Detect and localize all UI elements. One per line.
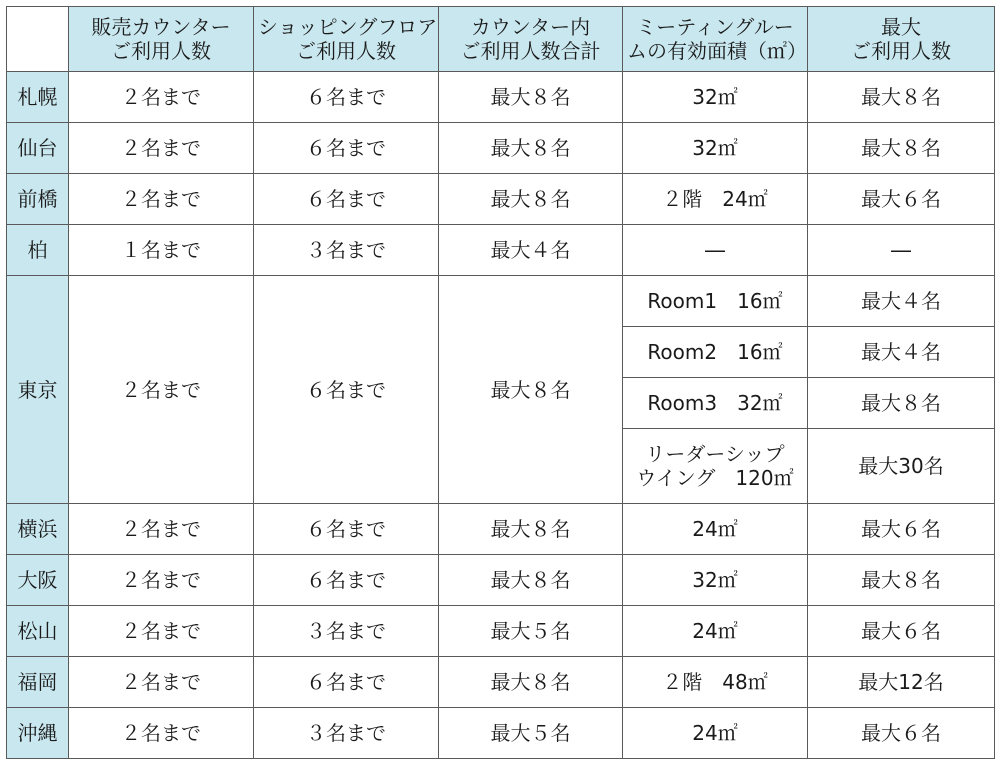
max-capacity: 最大８名 [808, 378, 995, 429]
counter-capacity: ２名まで [69, 708, 254, 759]
corner-cell [7, 7, 69, 72]
header-room-area: ミーティングルー ムの有効面積（㎡） [623, 7, 808, 72]
counter-capacity: ２名まで [69, 657, 254, 708]
max-capacity: 最大８名 [808, 123, 995, 174]
table-row [7, 72, 995, 123]
floor-capacity: ６名まで [254, 276, 439, 504]
max-capacity: 最大６名 [808, 606, 995, 657]
max-capacity: 最大30名 [808, 429, 995, 504]
total-capacity: 最大８名 [439, 174, 623, 225]
counter-capacity: １名まで [69, 225, 254, 276]
floor-capacity: ３名まで [254, 606, 439, 657]
room-area: Room2 16㎡ [623, 327, 808, 378]
counter-capacity: ２名まで [69, 276, 254, 504]
total-capacity: 最大５名 [439, 606, 623, 657]
counter-capacity: ２名まで [69, 555, 254, 606]
max-capacity: 最大６名 [808, 504, 995, 555]
floor-capacity: ３名まで [254, 225, 439, 276]
max-capacity: 最大４名 [808, 276, 995, 327]
room-area: ２階 24㎡ [623, 174, 808, 225]
total-capacity: 最大８名 [439, 123, 623, 174]
room-area: 24㎡ [623, 606, 808, 657]
room-area: リーダーシップ ウイング 120㎡ [623, 429, 808, 504]
total-capacity: 最大８名 [439, 657, 623, 708]
city-label: 横浜 [7, 504, 69, 555]
room-area: 32㎡ [623, 555, 808, 606]
counter-capacity: ２名まで [69, 123, 254, 174]
table-row [7, 174, 995, 225]
total-capacity: 最大８名 [439, 555, 623, 606]
counter-capacity: ２名まで [69, 72, 254, 123]
max-capacity: 最大８名 [808, 555, 995, 606]
city-label: 札幌 [7, 72, 69, 123]
table-row [7, 225, 995, 276]
floor-capacity: ３名まで [254, 708, 439, 759]
total-capacity: 最大４名 [439, 225, 623, 276]
room-area: Room1 16㎡ [623, 276, 808, 327]
max-capacity: 最大８名 [808, 72, 995, 123]
city-label: 大阪 [7, 555, 69, 606]
table-row [7, 504, 995, 555]
max-capacity: 最大12名 [808, 657, 995, 708]
max-capacity: 最大６名 [808, 708, 995, 759]
header-counter: 販売カウンター ご利用人数 [69, 7, 254, 72]
header-floor: ショッピングフロア ご利用人数 [254, 7, 439, 72]
table-row [7, 123, 995, 174]
city-label: 前橋 [7, 174, 69, 225]
table-row [7, 657, 995, 708]
city-label: 沖縄 [7, 708, 69, 759]
table-row [7, 708, 995, 759]
room-area: 24㎡ [623, 504, 808, 555]
total-capacity: 最大８名 [439, 72, 623, 123]
city-label: 仙台 [7, 123, 69, 174]
city-label: 柏 [7, 225, 69, 276]
floor-capacity: ６名まで [254, 504, 439, 555]
city-label: 福岡 [7, 657, 69, 708]
floor-capacity: ６名まで [254, 555, 439, 606]
max-capacity: 最大６名 [808, 174, 995, 225]
table-row-tokyo [7, 276, 995, 327]
total-capacity: 最大８名 [439, 504, 623, 555]
room-area: ２階 48㎡ [623, 657, 808, 708]
city-label: 松山 [7, 606, 69, 657]
room-area: Room3 32㎡ [623, 378, 808, 429]
counter-capacity: ２名まで [69, 606, 254, 657]
header-row [7, 7, 995, 72]
header-total: カウンター内 ご利用人数合計 [439, 7, 623, 72]
room-area: 32㎡ [623, 72, 808, 123]
header-max: 最大 ご利用人数 [808, 7, 995, 72]
counter-capacity: ２名まで [69, 504, 254, 555]
floor-capacity: ６名まで [254, 174, 439, 225]
room-area: ― [623, 225, 808, 276]
floor-capacity: ６名まで [254, 123, 439, 174]
floor-capacity: ６名まで [254, 72, 439, 123]
max-capacity: ― [808, 225, 995, 276]
room-area: 24㎡ [623, 708, 808, 759]
table-row [7, 606, 995, 657]
max-capacity: 最大４名 [808, 327, 995, 378]
capacity-table [6, 6, 995, 759]
room-area: 32㎡ [623, 123, 808, 174]
floor-capacity: ６名まで [254, 657, 439, 708]
city-label: 東京 [7, 276, 69, 504]
total-capacity: 最大８名 [439, 276, 623, 504]
table-row [7, 555, 995, 606]
counter-capacity: ２名まで [69, 174, 254, 225]
total-capacity: 最大５名 [439, 708, 623, 759]
